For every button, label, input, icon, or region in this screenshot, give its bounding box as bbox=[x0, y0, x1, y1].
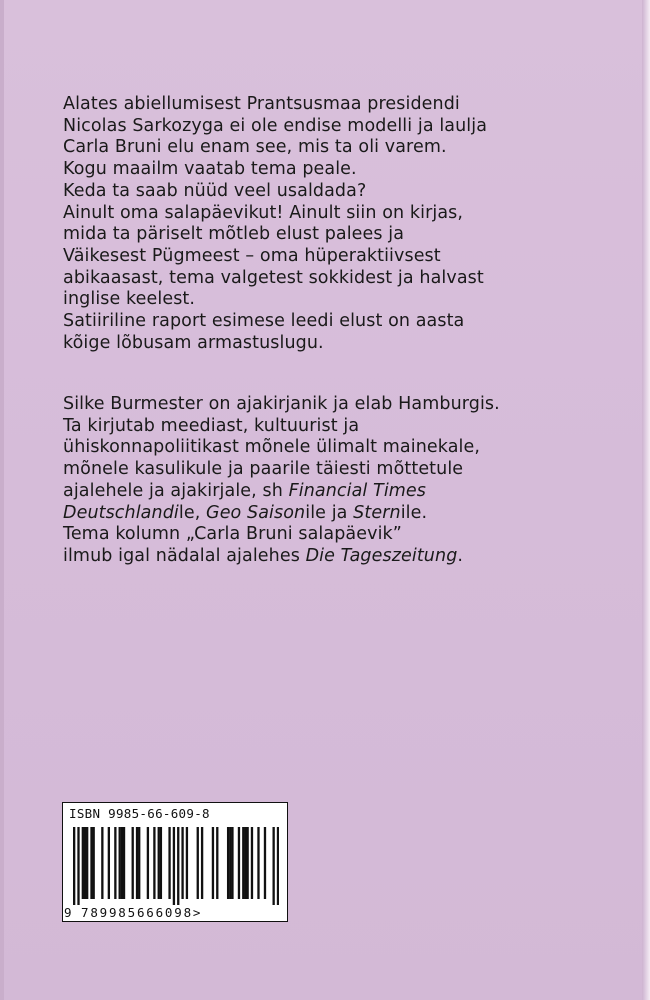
barcode-bar bbox=[123, 827, 125, 899]
barcode-bar bbox=[227, 827, 229, 899]
bio-text: ile ja bbox=[305, 502, 354, 523]
cover-left-edge bbox=[0, 0, 4, 1000]
publication-title: Die Tageszeitung bbox=[305, 545, 458, 566]
barcode-bar bbox=[153, 827, 155, 899]
publication-title: Deutschlandi bbox=[63, 502, 179, 523]
barcode-bar bbox=[82, 827, 84, 899]
publication-title: Stern bbox=[353, 502, 401, 523]
bio-text: le, bbox=[178, 502, 207, 523]
barcode-bar bbox=[147, 827, 149, 899]
barcode-bar bbox=[101, 827, 103, 899]
barcode-bar bbox=[197, 827, 199, 899]
bio-text: . bbox=[457, 545, 464, 566]
bio-line: ühiskonnapoliitikast mõnele ülimalt mainekale, bbox=[63, 437, 481, 458]
blurb-line: Väikesest Pügmeest – oma hüperaktiivsest bbox=[63, 245, 441, 266]
blurb-line: Satiiriline raport esimese leedi elust on aasta bbox=[63, 311, 465, 332]
blurb-text bbox=[63, 94, 603, 354]
author-bio bbox=[63, 394, 603, 568]
bio-line: Silke Burmester on ajakirjanik ja elab Hamburgis. bbox=[63, 394, 500, 414]
barcode-bar bbox=[244, 827, 246, 899]
bio-line bbox=[63, 481, 603, 503]
barcode-bar bbox=[73, 827, 75, 905]
barcode-bar bbox=[212, 827, 214, 899]
isbn-barcode bbox=[62, 802, 288, 922]
bio-line: Tema kolumn „Carla Bruni salapäevik” bbox=[63, 524, 402, 545]
barcode-bar bbox=[229, 827, 231, 899]
bio-text: ile. bbox=[400, 502, 428, 523]
blurb-line: Keda ta saab nüüd veel usaldada? bbox=[63, 180, 367, 201]
bio-text: ilmub igal nädalal ajalehes bbox=[63, 545, 306, 566]
blurb-line: Ainult oma salapäevikut! Ainult siin on kirjas, bbox=[63, 202, 464, 223]
barcode-bar bbox=[158, 827, 160, 899]
barcode-bars bbox=[73, 827, 279, 905]
barcode-quiet-zone-mark: > bbox=[192, 905, 203, 920]
barcode-bar bbox=[93, 827, 95, 899]
isbn-label: ISBN 9985-66-609-8 bbox=[69, 806, 210, 821]
barcode-bar bbox=[216, 827, 218, 899]
blurb-line: kõige lõbusam armastuslugu. bbox=[63, 332, 324, 353]
barcode-bar bbox=[77, 827, 79, 905]
bio-line bbox=[63, 503, 603, 525]
barcode-bar bbox=[257, 827, 259, 899]
barcode-digit-string: 789985666098 bbox=[81, 905, 193, 920]
bio-line: mõnele kasulikule ja paarile täiesti mõttetule bbox=[63, 459, 464, 480]
barcode-bar bbox=[181, 827, 183, 899]
barcode-bar bbox=[84, 827, 86, 899]
publication-title: Geo Saison bbox=[206, 502, 306, 523]
barcode-bar bbox=[246, 827, 248, 899]
barcode-bar bbox=[119, 827, 121, 899]
barcode-bar bbox=[108, 827, 110, 899]
bio-line: Ta kirjutab meediast, kultuurist ja bbox=[63, 415, 360, 436]
barcode-bar bbox=[272, 827, 274, 905]
blurb-line: abikaasast, tema valgetest sokkidest ja halvast bbox=[63, 267, 484, 288]
barcode-bar bbox=[138, 827, 140, 899]
barcode-bar bbox=[251, 827, 253, 899]
publication-title: Financial Times bbox=[288, 480, 427, 501]
blurb-line: Carla Bruni elu enam see, mis ta oli varem. bbox=[63, 137, 447, 158]
barcode-bar bbox=[86, 827, 88, 899]
barcode-bar bbox=[114, 827, 116, 899]
barcode-bar bbox=[186, 827, 188, 899]
barcode-bar bbox=[132, 827, 134, 899]
barcode-bar bbox=[121, 827, 123, 899]
barcode-digit-groups bbox=[81, 905, 202, 920]
cover-right-edge bbox=[642, 0, 650, 1000]
barcode-bar bbox=[242, 827, 244, 899]
barcode-bar bbox=[136, 827, 138, 899]
barcode-bar bbox=[277, 827, 279, 905]
blurb-line: inglise keelest. bbox=[63, 289, 196, 310]
bio-line bbox=[63, 546, 603, 568]
barcode-bar bbox=[231, 827, 233, 899]
blurb-line: Alates abiellumisest Prantsusmaa presidendi bbox=[63, 94, 460, 114]
blurb-line: Kogu maailm vaatab tema peale. bbox=[63, 159, 357, 180]
barcode-bar bbox=[177, 827, 179, 905]
barcode-bar bbox=[201, 827, 203, 899]
barcode-bar bbox=[173, 827, 175, 905]
barcode-lead-digit: 9 bbox=[64, 905, 74, 920]
blurb-line: Nicolas Sarkozyga ei ole endise modelli ja laulja bbox=[63, 115, 488, 136]
barcode-bar bbox=[90, 827, 92, 899]
barcode-bar bbox=[238, 827, 240, 899]
bio-text: ajalehele ja ajakirjale, sh bbox=[63, 480, 289, 501]
barcode-bar bbox=[160, 827, 162, 899]
blurb-line: mida ta päriselt mõtleb elust palees ja bbox=[63, 224, 405, 245]
barcode-bar bbox=[168, 827, 170, 899]
barcode-bar bbox=[264, 827, 266, 899]
